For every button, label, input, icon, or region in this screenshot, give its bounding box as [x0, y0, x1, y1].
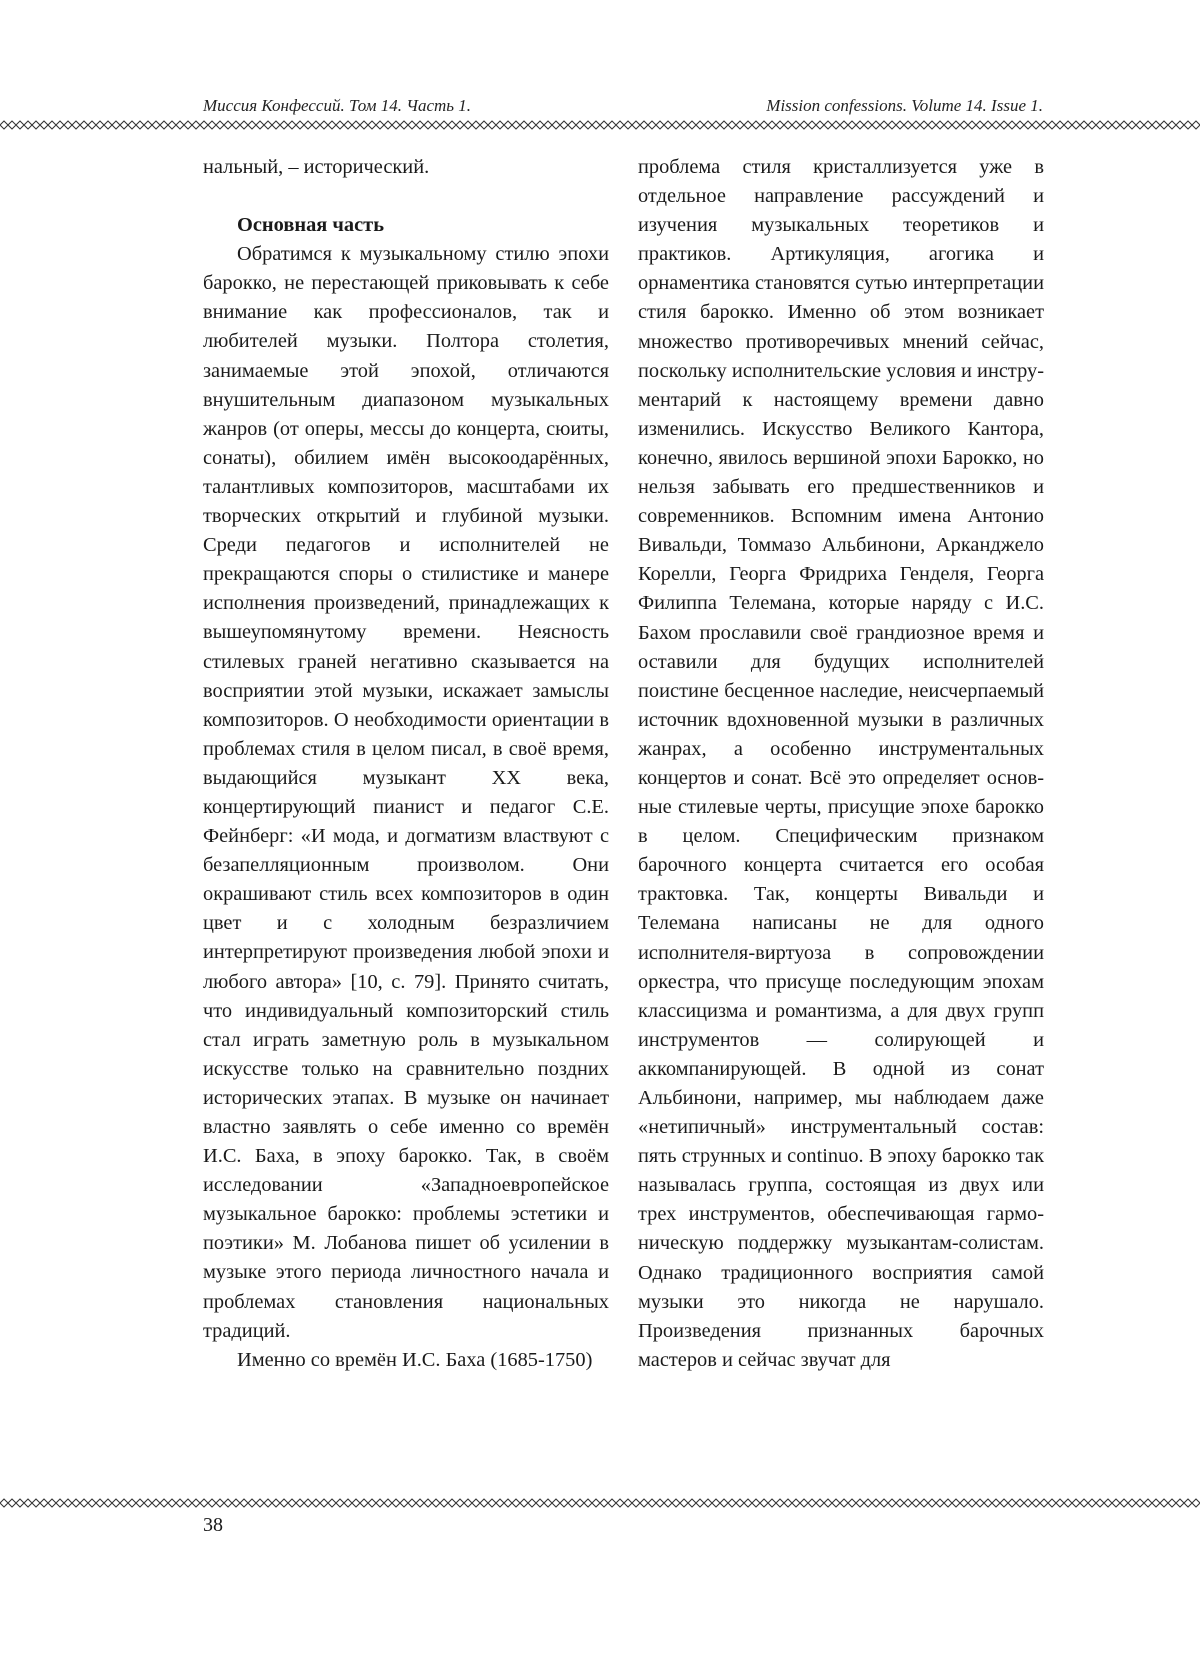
top-ornament-divider [0, 119, 1200, 131]
section-heading: Основная часть [237, 214, 384, 237]
header-journal-title-ru: Миссия Конфессий. Том 14. Часть 1. [203, 96, 472, 115]
header-journal-title-en: Mission confessions. Volume 14. Issue 1. [766, 96, 1043, 115]
page-number: 38 [203, 1514, 223, 1536]
body-paragraph: Обратимся к музыкальному стилю эпохи барокко, не перестающей приковывать к себе внимание как профессионалов, так и любителей музыки. Полтора столетия, занимаемые этой эпохой, отличаются внушительным диапазоном музыкальных жанров (от оперы, мессы до концерта, сюиты, сонаты), обилием имён высокоодарённых, талантливых композиторов, масштабами их творческих открытий и глубиной музыки. Среди педагогов и исполнителей не прекращаются споры о стилистике и манере исполнения произведений, принадлежащих к вышеупомянутому времени. Неясность стилевых граней негативно сказывается на восприятии этой музыки, искажает замыслы композиторов. О необходимости ориентации в проблемах стиля в целом писал, в своё время, выдающийся музыкант XX века, концертирующий пианист и педагог С.Е. Фейнберг: «И мода, и догматизм властвуют с безапелляционным произволом. Они окрашивают стиль всех композиторов в один цвет и с холодным безразличием интерпретируют произведения любой эпохи и любого автора» [10, с. 79]. Принято считать, что индивидуальный композиторский стиль стал играть заметную роль в музыкальном искусстве только на сравнительно поздних исторических этапах. В музыке он начинает властно заявлять о себе именно со времён И.С. Баха, в эпоху барокко. Так, в своём исследовании «Западноевропейское музыкальное барокко: проблемы эстетики и поэтики» М. Лобанова пишет об усилении в музыке этого периода личностного начала и проблемах становления национальных традиций. [203, 243, 609, 1342]
right-text-column [638, 153, 1044, 1375]
bottom-ornament-divider [0, 1497, 1200, 1509]
continuation-text: нальный, – исторический. [203, 156, 430, 178]
left-text-column [203, 153, 609, 1375]
body-paragraph: проблема стиля кристаллизуется уже в отдельное направление рассуждений и изучения музыкальных теоретиков и практиков. Артикуляция, агогика и орнаментика становятся сутью интерпретации стиля барокко. Именно об этом возникает множество противоречивых мнений сейчас, поскольку исполнительские условия и инструментарий к настоящему времени давно изменились. Искусство Великого Кантора, конечно, явилось вершиной эпохи Барокко, но нельзя забывать его предшественников и современников. Вспомним имена Антонио Вивальди, Томмазо Альбинони, Арканджело Корелли, Георга Фридриха Генделя, Георга Филиппа Телемана, которые наряду с И.С. Бахом прославили своё грандиозное время и оставили для будущих исполнителей поистине бесценное наследие, неисчерпаемый источник вдохновенной музыки в различных жанрах, а особенно инструментальных концертов и сонат. Всё это определяет основные стилевые черты, присущие эпохе барокко в целом. Специфическим признаком барочного концерта считается его особая трактовка. Так, концерты Вивальди и Телемана написаны не для одного исполнителя-виртуоза в сопровождении оркестра, что присуще последующим эпохам классицизма и романтизма, а для двух групп инструментов — солирующей и аккомпанирующей. В одной из сонат Альбинони, например, мы наблюдаем даже «нетипичный» инструментальный состав: пять струнных и continuo. В эпоху барокко так называлась группа, состоящая из двух или трех инструментов, обеспечивающая гармоническую поддержку музыкантам-солистам. Однако традиционного восприятия самой музыки это никогда не нарушало. Произведения признанных барочных мастеров и сейчас звучат для [638, 156, 1044, 1371]
body-paragraph: Именно со времён И.С. Баха (1685-1750) [237, 1348, 593, 1371]
